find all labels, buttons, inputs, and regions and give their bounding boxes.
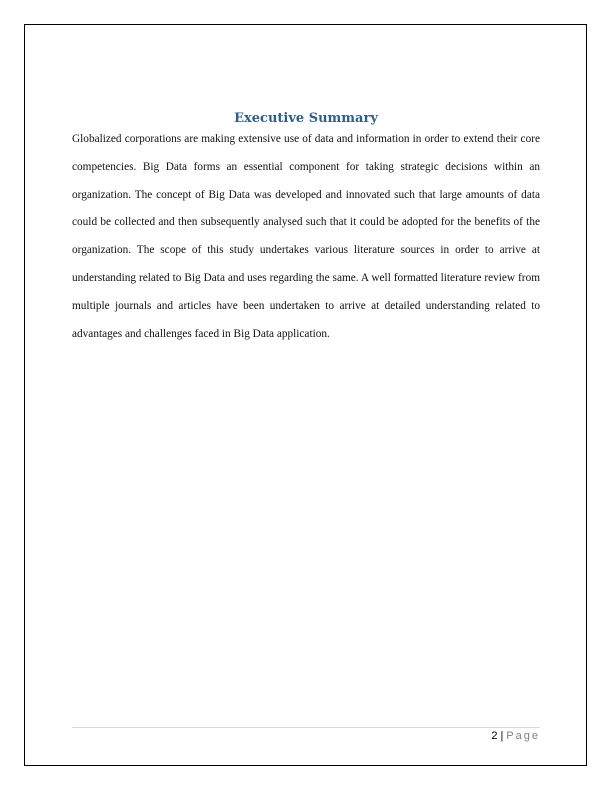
page-number: 2	[491, 730, 498, 742]
page-footer	[72, 729, 540, 743]
footer-divider	[72, 727, 540, 728]
footer-separator: |	[500, 730, 504, 742]
page-label: Page	[506, 730, 540, 742]
body-paragraph: Globalized corporations are making extensive use of data and information in order to extend their core competencies. Big Data forms an essential component for taking strategic decisions within an organization. The concept of Big Data was developed and innovated such that large amounts of data could be collected and then subsequently analysed such that it could be adopted for the benefits of the organization. The scope of this study undertakes various literature sources in order to arrive at understanding related to Big Data and uses regarding the same. A well formatted literature review from multiple journals and articles have been undertaken to arrive at detailed understanding related to advantages and challenges faced in Big Data application.	[72, 133, 540, 340]
section-heading: Executive Summary	[234, 111, 378, 126]
